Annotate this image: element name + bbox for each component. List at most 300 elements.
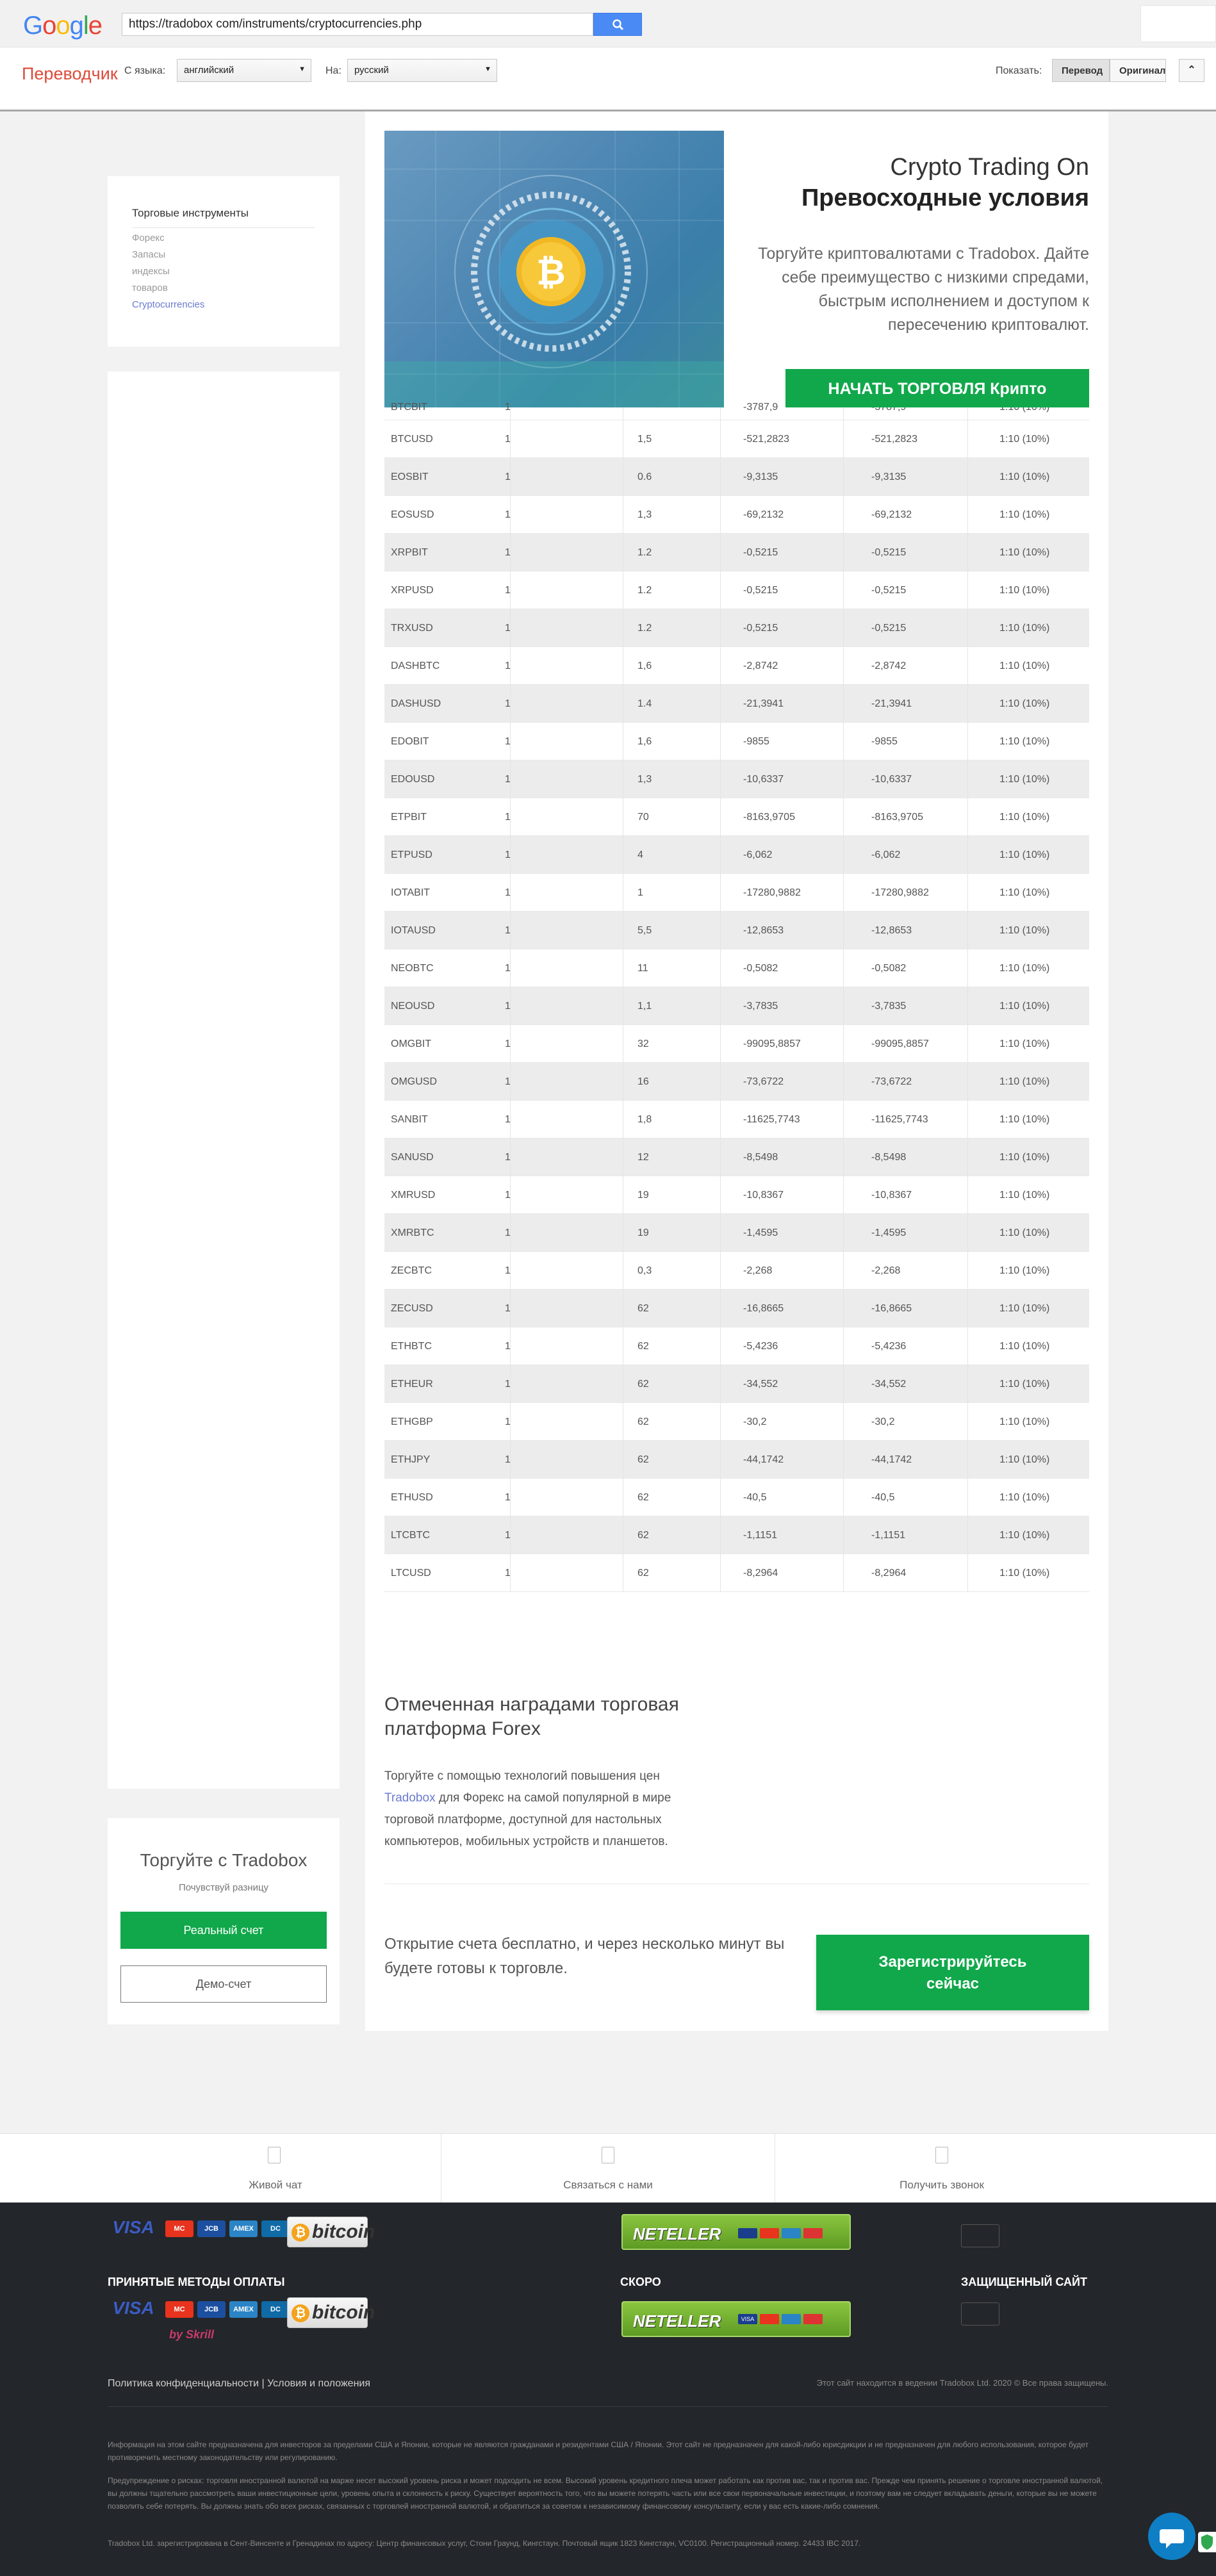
cell-spread: 1,6 [637, 660, 652, 671]
award-text: для Форекс на самой популярной в мире торговой платформе, доступной для настольных компьютеров, мобильных устройств и планшетов. [384, 1791, 671, 1848]
from-language-select[interactable] [177, 59, 311, 82]
cell-instrument: ETHGBP [391, 1416, 433, 1427]
payment-logos-ghost [108, 2217, 390, 2252]
column-divider [967, 1252, 968, 1290]
chevron-up-icon: ⌃ [1187, 65, 1196, 76]
cell-swap-short: -1,1151 [871, 1530, 906, 1541]
cell-instrument: ZECBTC [391, 1265, 432, 1276]
cell-min-lot: 1 [505, 585, 511, 596]
cell-leverage: 1:10 (10%) [999, 1530, 1050, 1541]
card-mini-icon [782, 2228, 801, 2238]
column-divider [967, 723, 968, 760]
cell-leverage: 1:10 (10%) [999, 698, 1050, 709]
table-row [384, 1365, 1089, 1403]
contact-us-link[interactable] [441, 2134, 775, 2203]
cell-spread: 1.4 [637, 698, 652, 709]
cell-swap-long: -0,5215 [743, 547, 778, 558]
column-divider [720, 912, 721, 949]
cell-instrument: NEOUSD [391, 1001, 435, 1012]
menu-link-indices[interactable]: индексы [132, 266, 170, 277]
cell-min-lot: 1 [505, 963, 511, 974]
column-divider [843, 458, 844, 496]
menu-link-cryptocurrencies[interactable]: Cryptocurrencies [132, 299, 205, 310]
cell-swap-short: -21,3941 [871, 698, 912, 709]
cell-swap-short: -17280,9882 [871, 887, 929, 898]
cell-instrument: DASHUSD [391, 698, 441, 709]
cell-min-lot: 1 [505, 623, 511, 634]
cell-leverage: 1:10 (10%) [999, 1227, 1050, 1238]
request-call-link[interactable] [775, 2134, 1108, 2203]
table-row [384, 836, 1089, 874]
cell-spread: 1 [637, 887, 643, 898]
column-divider [720, 836, 721, 874]
column-divider [967, 496, 968, 534]
diners-logo: DC [261, 2220, 290, 2237]
cell-leverage: 1:10 (10%) [999, 1001, 1050, 1012]
visa-mini-icon: VISA [738, 2314, 757, 2324]
google-logo[interactable] [23, 12, 102, 40]
cell-leverage: 1:10 (10%) [999, 434, 1050, 445]
cell-swap-long: -6,062 [743, 849, 773, 860]
show-original-button[interactable]: Оригинал [1110, 59, 1166, 82]
live-chat-link[interactable] [0, 2134, 441, 2203]
table-row [384, 647, 1089, 685]
column-divider [843, 1479, 844, 1516]
column-divider [720, 1365, 721, 1403]
menu-link-commodities[interactable]: товаров [132, 283, 168, 293]
cell-min-lot: 1 [505, 1038, 511, 1049]
cell-instrument: ETPUSD [391, 849, 432, 860]
svg-text:₿: ₿ [536, 252, 566, 292]
column-divider [843, 1176, 844, 1214]
table-row [384, 723, 1089, 760]
cell-swap-long: -11625,7743 [743, 1114, 800, 1125]
tradobox-link[interactable]: Tradobox [384, 1791, 436, 1805]
main-content [365, 111, 1108, 2031]
cell-leverage: 1:10 (10%) [999, 849, 1050, 860]
table-row [384, 402, 1089, 420]
cell-swap-short: -0,5215 [871, 585, 907, 596]
cell-instrument: EDOUSD [391, 774, 435, 785]
card-mini-icon [803, 2228, 823, 2238]
column-divider [967, 647, 968, 685]
cell-min-lot: 1 [505, 509, 511, 520]
cell-swap-short: -10,6337 [871, 774, 912, 785]
cell-swap-short: -8,2964 [871, 1568, 907, 1579]
cell-swap-short: -5,4236 [871, 1341, 907, 1352]
table-row [384, 1516, 1089, 1554]
jcb-logo: JCB [197, 2301, 226, 2318]
cell-spread: 62 [637, 1379, 649, 1390]
from-language-value: английский [184, 65, 234, 76]
live-chat-widget-button[interactable] [1148, 2513, 1195, 2560]
column-divider [720, 496, 721, 534]
table-row [384, 1138, 1089, 1176]
cell-swap-long: -5,4236 [743, 1341, 778, 1352]
from-language-label: С языка: [124, 65, 166, 76]
column-divider [843, 1025, 844, 1063]
cell-swap-short: -30,2 [871, 1416, 895, 1427]
cell-swap-long: -2,8742 [743, 660, 778, 671]
cell-swap-short: -0,5082 [871, 963, 907, 974]
cell-leverage: 1:10 (10%) [999, 812, 1050, 823]
real-account-button[interactable]: Реальный счет [120, 1912, 327, 1949]
cell-min-lot: 1 [505, 1379, 511, 1390]
cell-spread: 62 [637, 1492, 649, 1503]
column-divider [843, 420, 844, 458]
cell-instrument: ETHUSD [391, 1492, 433, 1503]
cell-instrument: ETPBIT [391, 812, 427, 823]
cell-spread: 1.2 [637, 547, 652, 558]
cell-min-lot: 1 [505, 1001, 511, 1012]
award-title: Отмеченная наградами торговая платформа Forex [384, 1694, 679, 1739]
cell-spread: 62 [637, 1303, 649, 1314]
cell-spread: 1.2 [637, 585, 652, 596]
column-divider [720, 723, 721, 760]
cell-leverage: 1:10 (10%) [999, 887, 1050, 898]
logo-letter: g [69, 12, 83, 40]
column-divider [720, 798, 721, 836]
cell-spread: 16 [637, 1076, 649, 1087]
cell-min-lot: 1 [505, 472, 511, 482]
mail-icon [602, 2147, 614, 2163]
cell-swap-long: -8163,9705 [743, 812, 795, 823]
cell-instrument: BTCUSD [391, 434, 433, 445]
cell-spread: 0.6 [637, 472, 652, 482]
cell-spread: 1,6 [637, 736, 652, 747]
mastercard-logo: MC [165, 2220, 193, 2237]
column-divider [720, 874, 721, 912]
divider [384, 1883, 1089, 1884]
cell-leverage: 1:10 (10%) [999, 1038, 1050, 1049]
column-divider [720, 1403, 721, 1441]
column-divider [720, 1327, 721, 1365]
dropdown-arrow-icon: ▼ [299, 65, 306, 73]
secure-site-heading: ЗАЩИЩЕННЫЙ САЙТ [961, 2276, 1087, 2288]
table-row [384, 685, 1089, 723]
cell-swap-long: -1,1151 [743, 1530, 778, 1541]
cell-swap-short: -3,7835 [871, 1001, 907, 1012]
cell-min-lot: 1 [505, 698, 511, 709]
card-mini-icon [782, 2314, 801, 2324]
column-divider [720, 1554, 721, 1592]
cell-swap-short: -73,6722 [871, 1076, 912, 1087]
bitcoin-label: bitcoin [312, 2221, 375, 2242]
cell-min-lot: 1 [505, 1227, 511, 1238]
cell-leverage: 1:10 (10%) [999, 509, 1050, 520]
column-divider [967, 1365, 968, 1403]
table-row [384, 760, 1089, 798]
cell-leverage: 1:10 (10%) [999, 1379, 1050, 1390]
table-row [384, 949, 1089, 987]
table-row [384, 1290, 1089, 1327]
cell-leverage: 1:10 (10%) [999, 472, 1050, 482]
register-label: сейчас [926, 1975, 980, 1992]
search-button[interactable] [593, 13, 642, 36]
cell-min-lot: 1 [505, 1530, 511, 1541]
cell-swap-short: -11625,7743 [871, 1114, 928, 1125]
table-row [384, 1327, 1089, 1365]
column-divider [967, 798, 968, 836]
cell-swap-long: -3,7835 [743, 1001, 778, 1012]
cell-swap-short: -9,3135 [871, 472, 907, 482]
cell-leverage: 1:10 (10%) [999, 1416, 1050, 1427]
column-divider [720, 1214, 721, 1252]
cell-instrument: XMRUSD [391, 1190, 436, 1201]
cell-swap-long: -1,4595 [743, 1227, 778, 1238]
cell-swap-long: -10,8367 [743, 1190, 784, 1201]
url-input[interactable]: https://tradobox com/instruments/cryptocurrencies.php [122, 13, 593, 36]
table-row [384, 458, 1089, 496]
column-divider [967, 836, 968, 874]
table-row [384, 1554, 1089, 1592]
visa-logo: VISA [112, 2298, 154, 2318]
cell-leverage: 1:10 (10%) [999, 1265, 1050, 1276]
column-divider [967, 760, 968, 798]
column-divider [967, 1554, 968, 1592]
cell-leverage: 1:10 (10%) [999, 1454, 1050, 1465]
table-row [384, 571, 1089, 609]
cell-spread: 62 [637, 1416, 649, 1427]
cell-swap-long: -8,5498 [743, 1152, 778, 1163]
bitcoin-logo [287, 2217, 375, 2247]
cell-instrument: DASHBTC [391, 660, 440, 671]
column-divider [843, 1063, 844, 1101]
search-icon [612, 19, 625, 31]
cell-spread: 5,5 [637, 925, 652, 936]
hero-subtitle: Превосходные условия [801, 185, 1089, 211]
account-area[interactable] [1140, 5, 1216, 42]
column-divider [720, 458, 721, 496]
menu-title: Торговые инструменты [132, 207, 249, 219]
cell-swap-short: -0,5215 [871, 547, 907, 558]
cell-leverage: 1:10 (10%) [999, 660, 1050, 671]
cell-swap-short: -1,4595 [871, 1227, 907, 1238]
cell-instrument: TRXUSD [391, 623, 433, 634]
table-row [384, 987, 1089, 1025]
sidebar-blank-panel [108, 372, 340, 1789]
bitcoin-label: bitcoin [312, 2302, 375, 2323]
cell-swap-long: -44,1742 [743, 1454, 784, 1465]
column-divider [843, 874, 844, 912]
cell-leverage: 1:10 (10%) [999, 1152, 1050, 1163]
table-row [384, 912, 1089, 949]
column-divider [720, 1441, 721, 1479]
cell-swap-long: -40,5 [743, 1492, 767, 1503]
cell-min-lot: 1 [505, 887, 511, 898]
cell-swap-short: -12,8653 [871, 925, 912, 936]
cell-leverage: 1:10 (10%) [999, 1114, 1050, 1125]
cell-min-lot: 1 [505, 812, 511, 823]
column-divider [967, 685, 968, 723]
amex-logo: AMEX [229, 2220, 258, 2237]
shield-icon[interactable] [1198, 2532, 1216, 2552]
cell-min-lot: 1 [505, 1416, 511, 1427]
disclaimer-registration: Tradobox Ltd. зарегистрирована в Сент-Винсенте и Гренадинах по адресу: Центр финансовых услуг, Стони Граунд, Кингстаун. Почтовый ящик 1823 Кингстаун, VC0100. Регистрационный номер. 24433 IBC 2017. [108, 2539, 861, 2548]
cell-instrument: IOTABIT [391, 887, 431, 898]
column-divider [967, 534, 968, 571]
column-divider [967, 1138, 968, 1176]
cell-swap-short: -69,2132 [871, 509, 912, 520]
bitcoin-illustration-icon [384, 131, 724, 407]
cell-swap-long: -34,552 [743, 1379, 778, 1390]
register-now-button[interactable] [816, 1935, 1089, 2010]
cell-spread: 1.2 [637, 623, 652, 634]
payment-logos [108, 2297, 390, 2349]
cell-min-lot: 1 [505, 925, 511, 936]
cell-swap-long: -9,3135 [743, 472, 778, 482]
column-divider [843, 987, 844, 1025]
cell-min-lot: 1 [505, 1076, 511, 1087]
cell-swap-short: -40,5 [871, 1492, 895, 1503]
cell-swap-short: -2,8742 [871, 660, 907, 671]
cell-instrument: ETHBTC [391, 1341, 432, 1352]
column-divider [720, 1252, 721, 1290]
column-divider [720, 1025, 721, 1063]
chat-bubble-icon [1148, 2513, 1195, 2560]
cell-swap-short: -521,2823 [871, 434, 918, 445]
cell-leverage: 1:10 (10%) [999, 963, 1050, 974]
cell-spread: 32 [637, 1038, 649, 1049]
column-divider [720, 949, 721, 987]
table-row [384, 874, 1089, 912]
cell-swap-short: -10,8367 [871, 1190, 912, 1201]
cell-min-lot: 1 [505, 660, 511, 671]
cell-instrument: ETHEUR [391, 1379, 433, 1390]
logo-letter: o [42, 12, 56, 40]
payments-heading: ПРИНЯТЫЕ МЕТОДЫ ОПЛАТЫ [108, 2276, 285, 2288]
collapse-toolbar-button[interactable] [1179, 59, 1204, 82]
column-divider [967, 420, 968, 458]
trade-with-tradobox-panel [108, 1818, 340, 2024]
cell-spread: 1,5 [637, 434, 652, 445]
column-divider [967, 1441, 968, 1479]
cell-instrument: NEOBTC [391, 963, 434, 974]
column-divider [967, 571, 968, 609]
table-row [384, 1214, 1089, 1252]
to-language-label: На: [325, 65, 341, 76]
column-divider [843, 1365, 844, 1403]
cell-instrument: ZECUSD [391, 1303, 433, 1314]
column-divider [967, 458, 968, 496]
cell-swap-short: -2,268 [871, 1265, 901, 1276]
cell-spread: 0,3 [637, 1265, 652, 1276]
cell-swap-short: -16,8665 [871, 1303, 912, 1314]
cell-swap-short: -6,062 [871, 849, 901, 860]
hero-description: Торгуйте криптовалютами с Tradobox. Дайте себе преимущество с низкими спредами, быстрым исполнением и доступом к пересечению криптовалют. [758, 245, 1089, 334]
cell-instrument: ETHJPY [391, 1454, 431, 1465]
cell-min-lot: 1 [505, 1568, 511, 1579]
cell-swap-long: -99095,8857 [743, 1038, 801, 1049]
column-divider [843, 760, 844, 798]
column-divider [843, 1138, 844, 1176]
column-divider [720, 987, 721, 1025]
cta-subtitle: Почувствуй разницу [178, 1882, 269, 1893]
column-divider [843, 609, 844, 647]
column-divider [967, 949, 968, 987]
diners-logo: DC [261, 2301, 290, 2318]
cell-min-lot: 1 [505, 434, 511, 445]
cell-instrument: BTCBIT [391, 402, 427, 413]
column-divider [967, 1290, 968, 1327]
cell-swap-long: -0,5215 [743, 585, 778, 596]
column-divider [720, 571, 721, 609]
column-divider [843, 1327, 844, 1365]
cell-swap-short: -8163,9705 [871, 812, 923, 823]
open-account-text: Открытие счета бесплатно, и через несколько минут вы будете готовы к торговле. [384, 1935, 785, 1977]
column-divider [843, 685, 844, 723]
cell-leverage: 1:10 (10%) [999, 1568, 1050, 1579]
cell-min-lot: 1 [505, 849, 511, 860]
coming-soon-heading: СКОРО [620, 2276, 661, 2288]
column-divider [967, 1403, 968, 1441]
cell-min-lot: 1 [505, 1341, 511, 1352]
start-trading-crypto-button[interactable]: НАЧАТЬ ТОРГОВЛЯ Крипто [785, 369, 1089, 407]
column-divider [843, 723, 844, 760]
menu-link-forex[interactable]: Форекс [132, 233, 165, 243]
disclaimer-risk: Предупреждение о рисках: торговля иностранной валютой на марже несет высокий уровень риска и может подходить не всем. Высокий уровень кредитного плеча может работать как против вас, так и против вас. Прежде чем принять решение о торговле иностранной валютой, вы должны тщательно рассмотреть ваши инвестиционные цели, уровень опыта и склонность к риску. Существует вероятность того, что вы можете потерять часть или все свои первоначальные инвестиции, и поэтому вам не следует вкладывать деньги, которые вы не можете позволить себе потерять. Вы должны знать обо всех рисках, связанных с торговлей иностранной валютой, и обратиться за советом к независимому финансовому консультанту, если у вас есть какие-либо сомнения. [108, 2476, 1103, 2511]
contact-label: Связаться с нами [563, 2179, 653, 2191]
menu-link-stocks[interactable]: Запасы [132, 249, 166, 260]
column-divider [967, 1063, 968, 1101]
column-divider [967, 1214, 968, 1252]
table-row [384, 1479, 1089, 1516]
cell-leverage: 1:10 (10%) [999, 547, 1050, 558]
cell-instrument: OMGUSD [391, 1076, 437, 1087]
table-row [384, 420, 1089, 458]
privacy-terms-links[interactable]: Политика конфиденциальности | Условия и положения [108, 2378, 371, 2389]
cell-leverage: 1:10 (10%) [999, 1076, 1050, 1087]
cell-spread: 12 [637, 1152, 649, 1163]
secure-site-badge [961, 2302, 999, 2326]
to-language-select[interactable] [347, 59, 497, 82]
cell-instrument: XRPBIT [391, 547, 428, 558]
column-divider [967, 1176, 968, 1214]
column-divider [967, 874, 968, 912]
column-divider [720, 685, 721, 723]
cell-min-lot: 1 [505, 1454, 511, 1465]
card-mini-icon [803, 2314, 823, 2324]
secure-site-badge-ghost [961, 2224, 999, 2247]
visa-logo: VISA [112, 2217, 154, 2237]
column-divider [843, 571, 844, 609]
cell-leverage: 1:10 (10%) [999, 1190, 1050, 1201]
column-divider [967, 912, 968, 949]
column-divider [843, 1403, 844, 1441]
cell-swap-long: -69,2132 [743, 509, 784, 520]
cell-swap-long: -12,8653 [743, 925, 784, 936]
cell-swap-long: -0,5215 [743, 623, 778, 634]
cell-instrument: LTCUSD [391, 1568, 431, 1579]
jcb-logo: JCB [197, 2220, 226, 2237]
neteller-label: NETELLER [633, 2311, 721, 2331]
cell-spread: 19 [637, 1227, 649, 1238]
cell-min-lot: 1 [505, 774, 511, 785]
award-text: Торгуйте с помощью технологий повышения цен [384, 1769, 660, 1783]
cell-swap-short: -9855 [871, 736, 898, 747]
column-divider [720, 1516, 721, 1554]
register-label: Зарегистрируйтесь [878, 1953, 1027, 1971]
amex-logo: AMEX [229, 2301, 258, 2318]
cell-spread: 62 [637, 1341, 649, 1352]
translator-brand[interactable]: Переводчик [22, 64, 118, 83]
demo-account-button[interactable]: Демо-счет [120, 1965, 327, 2003]
cell-instrument: XMRBTC [391, 1227, 434, 1238]
column-divider [843, 1554, 844, 1592]
show-translation-button[interactable]: Перевод [1052, 59, 1110, 82]
cell-swap-long: -17280,9882 [743, 887, 801, 898]
cell-spread: 70 [637, 812, 649, 823]
